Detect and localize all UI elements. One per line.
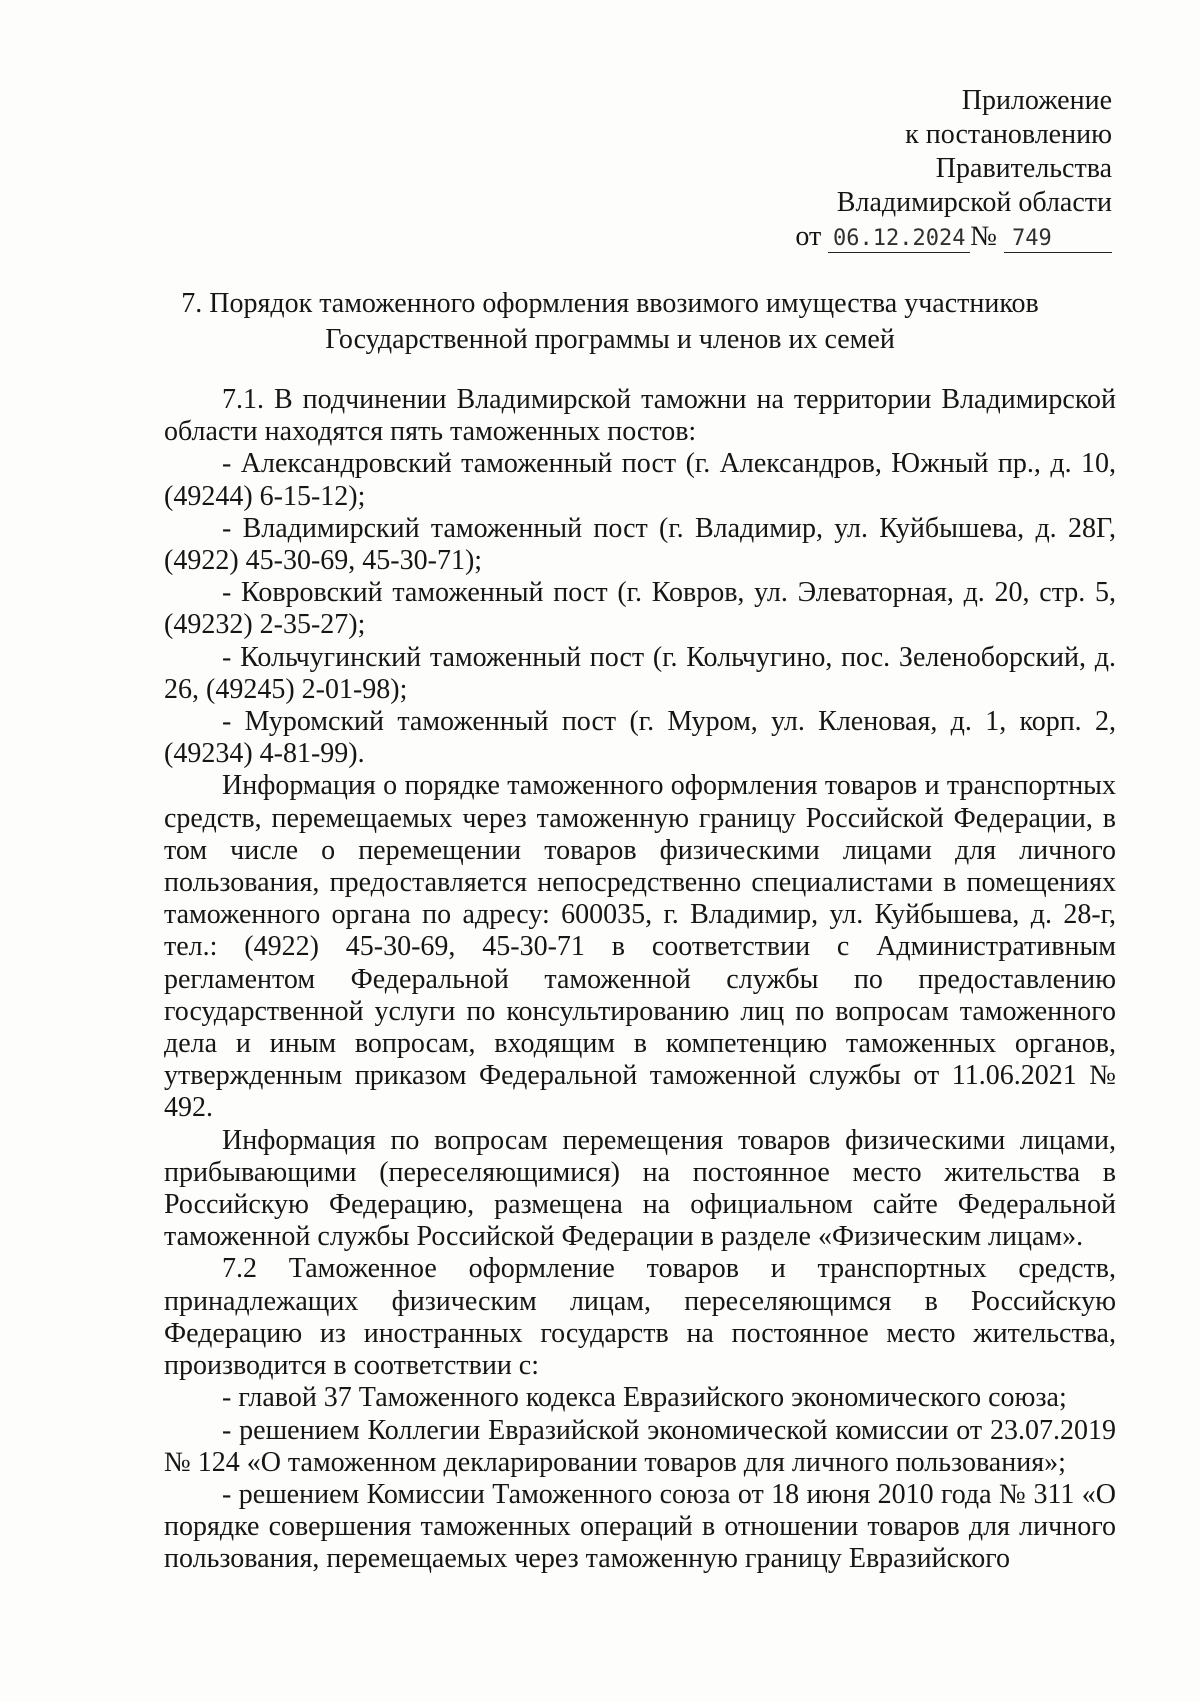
paragraph-7-1: 7.1. В подчинении Владимирской таможни на территории Владимирской области находятся пять таможенных постов: <box>164 384 1116 448</box>
customs-post-item: - Владимирский таможенный пост (г. Владимир, ул. Куйбышева, д. 28Г, (4922) 45-30-69, 45-30-71); <box>164 512 1116 577</box>
legal-basis-item: - решением Коллегии Евразийской экономической комиссии от 23.07.2019 № 124 «О таможенном декларировании товаров для личного пользования»; <box>164 1414 1116 1478</box>
decree-date: 06.12.2024 <box>828 226 970 253</box>
decree-number-label: № <box>970 221 997 252</box>
appendix-to-decree: к постановлению <box>905 119 1112 150</box>
decree-reference <box>795 220 1112 254</box>
section-title-line-2: Государственной программы и членов их семей <box>325 324 895 355</box>
section-title-line-1: 7. Порядок таможенного оформления ввозимого имущества участников <box>181 288 1039 319</box>
decree-number: 749 <box>1004 226 1112 253</box>
paragraph-7-2: 7.2 Таможенное оформление товаров и транспортных средств, принадлежащих физическим лицам, переселяющимся в Российскую Федерацию из иностранных государств на постоянное место жительства, производится в соответствии с: <box>164 1253 1116 1382</box>
appendix-region: Владимирской области <box>836 187 1112 218</box>
paragraph-info-relocation: Информация по вопросам перемещения товаров физическими лицами, прибывающими (переселяющимися) на постоянное место жительства в Российскую Федерацию, размещена на официальном сайте Федеральной таможенной службы Российской Федерации в разделе «Физическим лицам». <box>164 1124 1116 1253</box>
customs-post-item: - Ковровский таможенный пост (г. Ковров, ул. Элеваторная, д. 20, стр. 5, (49232) 2-35-27); <box>164 577 1116 641</box>
customs-post-item: - Кольчугинский таможенный пост (г. Кольчугино, пос. Зеленоборский, д. 26, (49245) 2-01-98); <box>164 641 1116 705</box>
document-body <box>164 384 1116 1576</box>
appendix-label: Приложение <box>961 85 1112 116</box>
customs-post-item: - Муромский таможенный пост (г. Муром, ул. Кленовая, д. 1, корп. 2, (49234) 4-81-99). <box>164 706 1116 770</box>
section-title <box>160 286 1060 358</box>
legal-basis-item: - решением Комиссии Таможенного союза от 18 июня 2010 года № 311 «О порядке совершения таможенных операций в отношении товаров для личного пользования, перемещаемых через таможенную границу Евразийского <box>164 1478 1116 1575</box>
decree-prefix: от <box>795 221 822 252</box>
appendix-government: Правительства <box>935 153 1112 184</box>
appendix-header <box>795 84 1112 254</box>
legal-basis-item: - главой 37 Таможенного кодекса Евразийского экономического союза; <box>222 1382 1067 1414</box>
customs-post-item: - Александровский таможенный пост (г. Александров, Южный пр., д. 10, (49244) 6-15-12); <box>164 448 1116 512</box>
paragraph-info-procedure: Информация о порядке таможенного оформления товаров и транспортных средств, перемещаемых через таможенную границу Российской Федерации, в том числе о перемещении товаров физическими лицами для личного пользования, предоставляется непосредственно специалистами в помещениях таможенного органа по адресу: 600035, г. Владимир, ул. Куйбышева, д. 28-г, тел.: (4922) 45-30-69, 45-30-71 в соответствии с Административным регламентом Федеральной таможенной службы по предоставлению государственной услуги по консультированию лиц по вопросам таможенного дела и иным вопросам, входящим в компетенцию таможенных органов, утвержденным приказом Федеральной таможенной службы от 11.06.2021 № 492. <box>164 770 1116 1124</box>
